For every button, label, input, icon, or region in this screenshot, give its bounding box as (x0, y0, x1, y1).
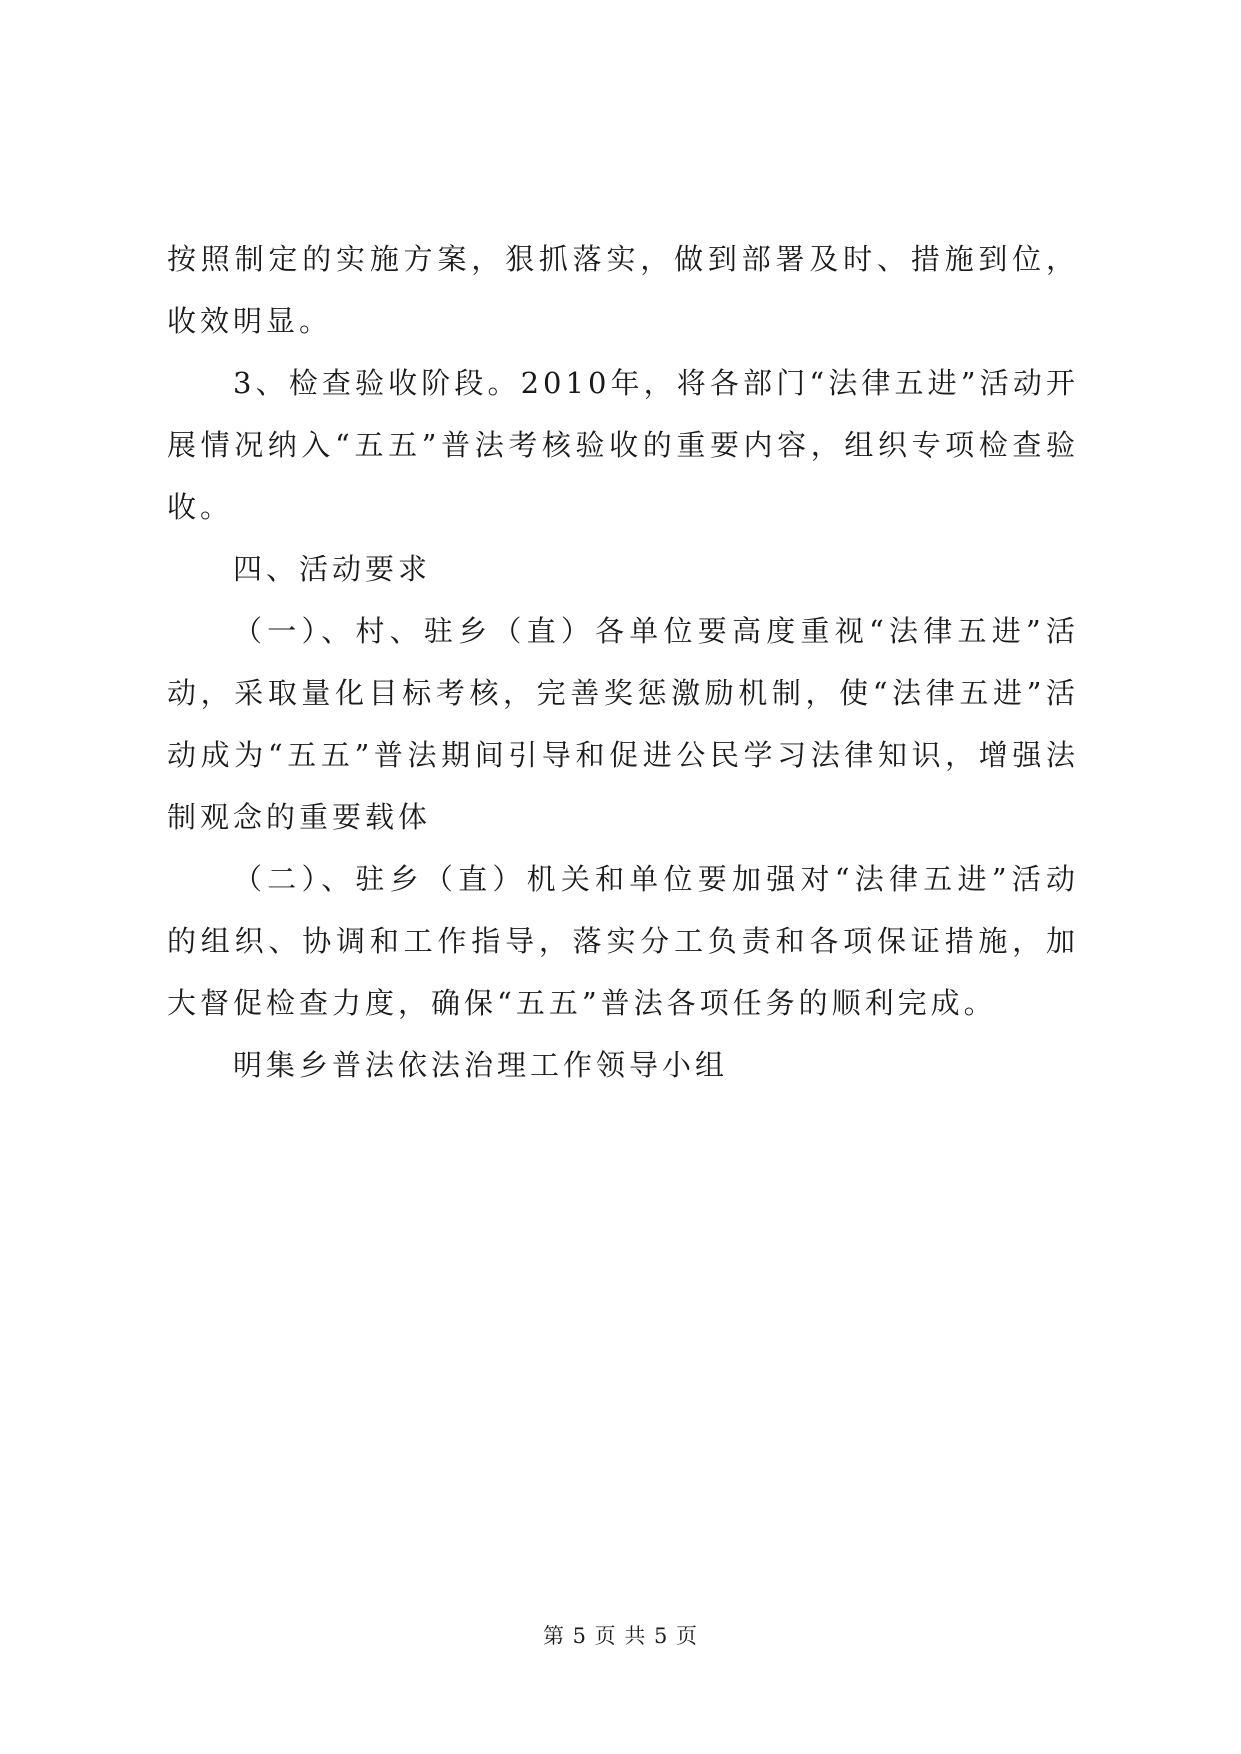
paragraph-continuation: 按照制定的实施方案，狠抓落实，做到部署及时、措施到位，收效明显。 (167, 242, 1079, 338)
paragraph-inspection-stage: 3、检查验收阶段。2010年，将各部门“法律五进”活动开展情况纳入“五五”普法考核验收的重要内容，组织专项检查验收。 (167, 366, 1079, 524)
section-heading-requirements: 四、活动要求 (233, 552, 432, 586)
paragraph-requirement-2: （二）、驻乡（直）机关和单位要加强对“法律五进”活动的组织、协调和工作指导，落实分工负责和各项保证措施，加大督促检查力度，确保“五五”普法各项任务的顺利完成。 (167, 862, 1079, 1020)
page-footer (0, 1620, 1241, 1650)
signature-organization: 明集乡普法依法治理工作领导小组 (233, 1048, 729, 1082)
page-number: 第 5 页 共 5 页 (542, 1624, 699, 1648)
paragraph-requirement-1: （一）、村、驻乡（直）各单位要高度重视“法律五进”活动，采取量化目标考核，完善奖惩激励机制，使“法律五进”活动成为“五五”普法期间引导和促进公民学习法律知识，增强法制观念的重要载体 (167, 614, 1079, 834)
document-body (167, 228, 1079, 1096)
